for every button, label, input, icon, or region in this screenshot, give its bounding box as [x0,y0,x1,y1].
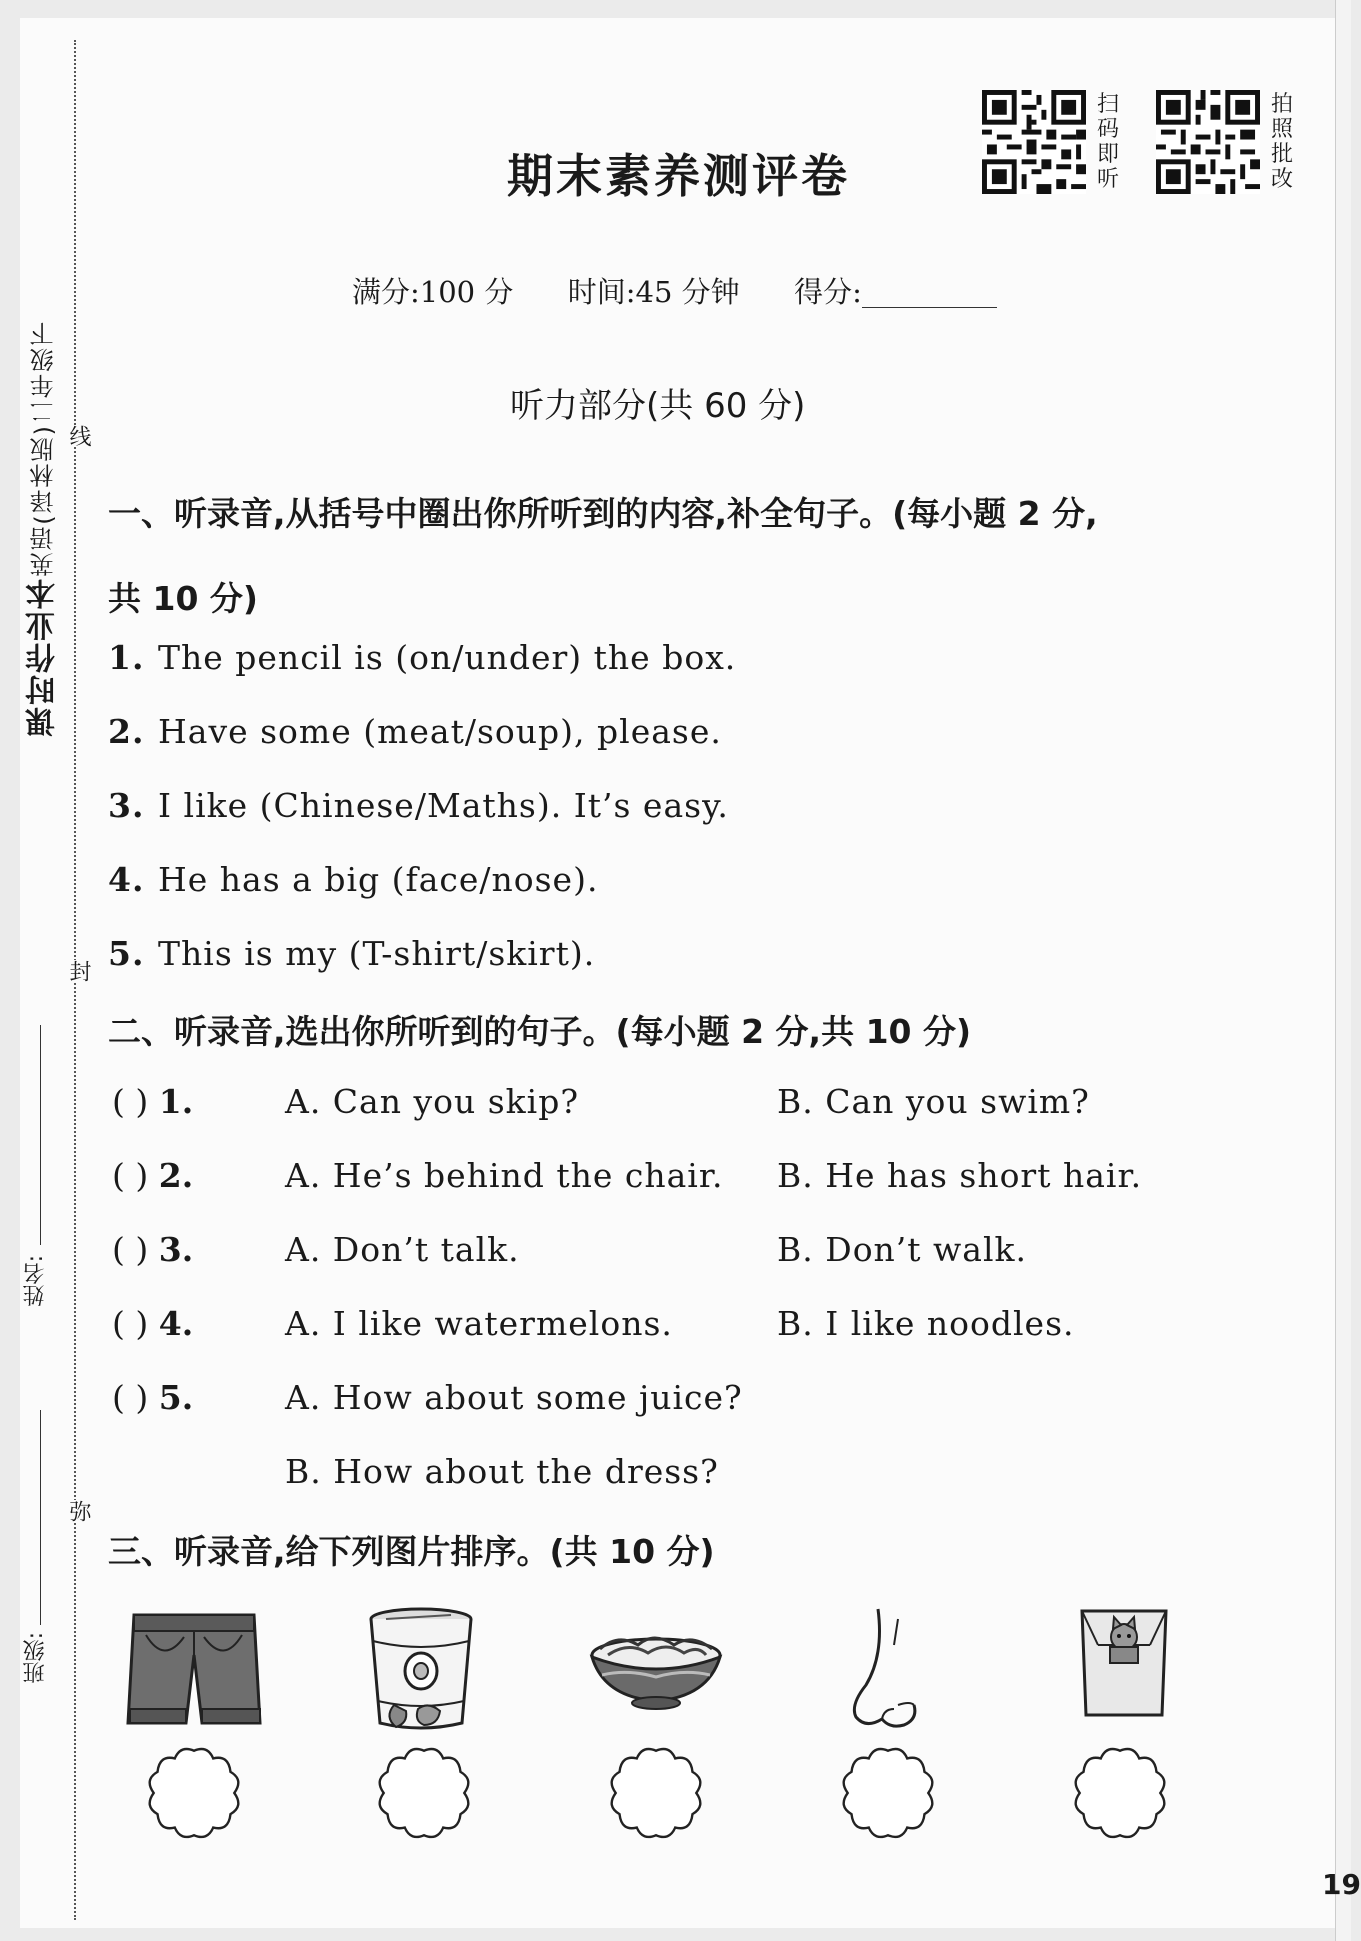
score-blank[interactable] [862,281,997,308]
seal-line-char: 弥 [63,1500,94,1522]
exam-info [352,270,997,311]
answer-flower-icon[interactable] [608,1745,704,1841]
noodle-bowl-icon [588,1605,724,1715]
answer-blank[interactable]: ( ) 3. [112,1230,194,1269]
time-limit: 时间:45 分钟 [567,275,740,309]
name-label: 姓名: [23,1255,48,1307]
list-item: 5. This is my (T-shirt/skirt). [108,934,596,973]
seal-line-char: 线 [63,425,94,447]
answer-flower-icon[interactable] [376,1745,472,1841]
qr-code-grade-icon[interactable] [1156,90,1260,194]
choice-a: A. I like watermelons. [285,1304,673,1343]
section2-heading: 二、听录音,选出你所听到的句子。(每小题 2 分,共 10 分) [108,1012,972,1051]
choice-a: A. How about some juice? [285,1378,743,1417]
section3-heading: 三、听录音,给下列图片排序。(共 10 分) [108,1532,715,1571]
choice-a: A. Don’t talk. [285,1230,520,1269]
choice-b: B. I like noodles. [777,1304,1075,1343]
page-title: 期末素养测评卷 [507,149,850,203]
list-item: 4. He has a big (face/nose). [108,860,599,899]
choice-a: A. He’s behind the chair. [285,1156,724,1195]
qr-grade-label: 拍 照 批 改 [1270,92,1293,192]
part-title: 听力部分(共 60 分) [510,386,806,426]
yogurt-cup-icon [366,1605,476,1735]
answer-flower-icon[interactable] [840,1745,936,1841]
answer-blank[interactable]: ( ) 5. [112,1378,194,1417]
nose-icon [846,1605,926,1735]
list-item: 3. I like (Chinese/Maths). It’s easy. [108,786,729,825]
full-score: 满分:100 分 [352,275,514,309]
choice-b: B. He has short hair. [777,1156,1143,1195]
section1-heading: 一、听录音,从括号中圈出你所听到的内容,补全句子。(每小题 2 分, 共 10 分) [108,494,1098,618]
choice-b: B. Don’t walk. [777,1230,1028,1269]
answer-blank[interactable]: ( ) 2. [112,1156,194,1195]
answer-blank[interactable]: ( ) 4. [112,1304,194,1343]
shorts-icon [124,1605,264,1735]
list-item: 2. Have some (meat/soup), please. [108,712,722,751]
answer-blank[interactable]: ( ) 1. [112,1082,194,1121]
side-book-title: 课时作业本英语(译林版)二年级下 [26,320,61,737]
choice-b: B. Can you swim? [777,1082,1090,1121]
choice-b: B. How about the dress? [285,1452,719,1491]
qr-listen-label: 扫 码 即 听 [1096,92,1119,192]
qr-code-listen-icon[interactable] [982,90,1086,194]
class-label: 班级: [23,1632,48,1684]
class-blank[interactable] [40,1410,41,1625]
list-item: 1. The pencil is (on/under) the box. [108,638,737,677]
choice-a: A. Can you skip? [285,1082,580,1121]
answer-flower-icon[interactable] [146,1745,242,1841]
cat-in-box-icon [1076,1605,1172,1725]
answer-flower-icon[interactable] [1072,1745,1168,1841]
score-label: 得分: [794,275,862,309]
name-blank[interactable] [40,1025,41,1245]
seal-line-char: 封 [63,960,94,982]
page-number: 19 [1322,1868,1361,1901]
page-edge [1335,0,1351,1941]
